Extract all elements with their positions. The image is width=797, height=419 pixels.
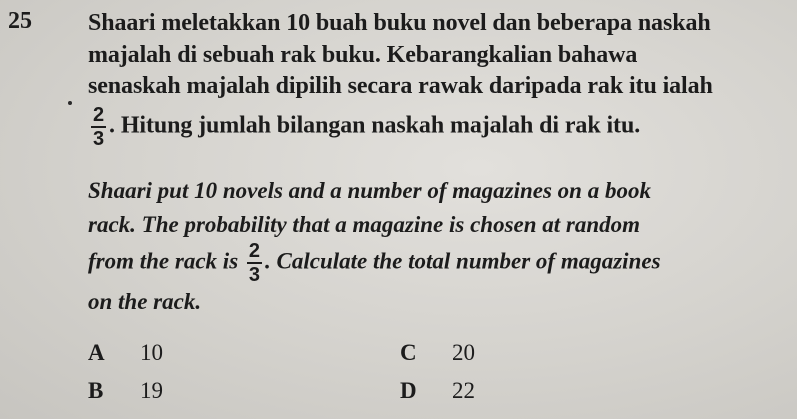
question-number: 25 (8, 8, 32, 34)
english-line-4: on the rack. (88, 289, 202, 314)
option-d[interactable] (400, 378, 475, 404)
english-fraction (247, 241, 262, 285)
option-b[interactable] (88, 378, 163, 404)
malay-line-4-text: . Hitung jumlah bilangan naskah majalah di rak itu. (109, 112, 641, 139)
english-line-3 (88, 241, 788, 285)
malay-fraction (91, 105, 106, 149)
option-a-value: 10 (140, 340, 163, 365)
english-fraction-numerator: 2 (248, 240, 261, 262)
option-b-value: 19 (140, 378, 163, 403)
english-line-3-after: . Calculate the total number of magazines (265, 248, 661, 274)
malay-line-1: Shaari meletakkan 10 buah buku novel dan beberapa naskah (88, 10, 711, 36)
english-line-3-before: from the rack is (88, 248, 239, 274)
option-b-letter: B (88, 378, 104, 403)
english-fraction-denominator: 3 (248, 264, 261, 286)
option-c[interactable] (400, 340, 475, 366)
option-a-letter: A (88, 340, 105, 365)
english-line-2: rack. The probability that a magazine is chosen at random (88, 211, 641, 237)
malay-line-4 (88, 105, 788, 149)
malay-line-3: senaskah majalah dipilih secara rawak daripada rak itu ialah (88, 73, 713, 99)
question-text-english (88, 174, 788, 319)
answer-options (88, 340, 608, 412)
question-text-malay (88, 8, 788, 149)
paper-speck (68, 101, 72, 105)
malay-fraction-numerator: 2 (93, 103, 105, 126)
malay-fraction-denominator: 3 (93, 127, 105, 150)
option-d-value: 22 (452, 378, 475, 403)
option-c-letter: C (400, 340, 417, 365)
option-d-letter: D (400, 378, 417, 403)
malay-line-2: majalah di sebuah rak buku. Kebarangkalian bahawa (88, 41, 638, 68)
english-line-1: Shaari put 10 novels and a number of magazines on a book (88, 178, 651, 203)
option-a[interactable] (88, 340, 163, 366)
option-c-value: 20 (452, 340, 475, 365)
